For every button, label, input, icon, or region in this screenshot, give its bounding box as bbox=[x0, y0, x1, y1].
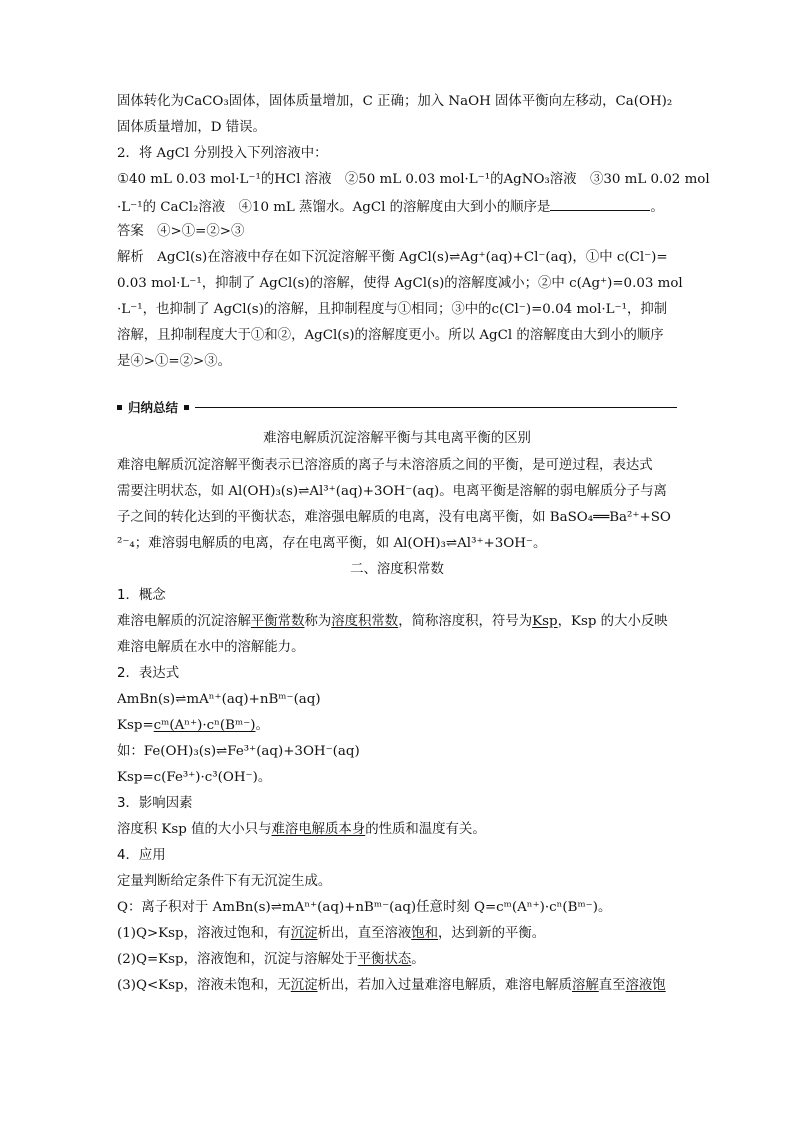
analysis-line: 解析 AgCl(s)在溶液中存在如下沉淀溶解平衡 AgCl(s)⇌Ag⁺(aq)+Cl⁻(aq)，①中 c(Cl⁻)= bbox=[117, 250, 668, 265]
text-span: 析出，直至溶液 bbox=[317, 926, 412, 941]
square-bullet-icon bbox=[117, 405, 122, 410]
summary-text-line: 需要注明状态，如 Al(OH)₃(s)⇌Al³⁺(aq)+3OH⁻(aq)。电离平衡是溶解的弱电解质分子与离 bbox=[117, 484, 667, 499]
question-end: 。 bbox=[650, 200, 664, 215]
answer-line: 答案 ④>①=②>③ bbox=[117, 224, 245, 239]
text-line: 溶解，且抑制程度大于①和②，AgCl(s)的溶解度更小。所以 AgCl 的溶解度由大到小的顺序 bbox=[117, 328, 664, 343]
application-line bbox=[117, 924, 545, 944]
key-term: 沉淀 bbox=[290, 978, 318, 993]
key-term: 溶液饱 bbox=[625, 978, 666, 993]
equation-line: AmBn(s)⇌mAⁿ⁺(aq)+nBᵐ⁻(aq) bbox=[117, 692, 321, 707]
text-span: ，简称溶度积，符号为 bbox=[398, 614, 533, 629]
summary-header bbox=[117, 398, 677, 416]
text-line: 0.03 mol·L⁻¹，抑制了 AgCl(s)的溶解，使得 AgCl(s)的溶解度减小；②中 c(Ag⁺)=0.03 mol bbox=[117, 276, 683, 291]
definition-line bbox=[117, 612, 668, 632]
key-term: cᵐ(Aⁿ⁺)·cⁿ(Bᵐ⁻) bbox=[153, 718, 256, 733]
key-term: 沉淀 bbox=[290, 926, 318, 941]
text-span: 直至 bbox=[598, 978, 626, 993]
key-term: 难溶电解质本身 bbox=[271, 822, 366, 837]
key-term: 平衡常数 bbox=[250, 614, 305, 629]
application-line bbox=[117, 976, 666, 996]
summary-text-line: 子之间的转化达到的平衡状态，难溶强电解质的电离，没有电离平衡，如 BaSO₄══Ba²⁺+SO bbox=[117, 510, 671, 525]
key-term: Ksp bbox=[532, 614, 558, 629]
definition-line: 难溶电解质在水中的溶解能力。 bbox=[117, 640, 305, 655]
text-line bbox=[117, 196, 664, 218]
summary-label: 归纳总结 bbox=[128, 400, 179, 415]
equation-line bbox=[117, 716, 269, 736]
summary-divider bbox=[195, 407, 677, 408]
application-line bbox=[117, 950, 425, 970]
answer-blank bbox=[550, 196, 650, 211]
key-term: 饱和 bbox=[411, 926, 439, 941]
text-span: 的性质和温度有关。 bbox=[365, 822, 486, 837]
summary-title: 难溶电解质沉淀溶解平衡与其电离平衡的区别 bbox=[263, 431, 531, 446]
text-line: 固体转化为CaCO₃固体，固体质量增加，C 正确；加入 NaOH 固体平衡向左移动，Ca(OH)₂ bbox=[117, 94, 673, 109]
application-line: Q：离子积对于 AmBn(s)⇌mAⁿ⁺(aq)+nBᵐ⁻(aq)任意时刻 Q=cᵐ(Aⁿ⁺)·cⁿ(Bᵐ⁻)。 bbox=[117, 900, 612, 915]
equation-line: 如：Fe(OH)₃(s)⇌Fe³⁺(aq)+3OH⁻(aq) bbox=[117, 744, 360, 759]
text-line: ·L⁻¹，也抑制了 AgCl(s)的溶解，且抑制程度与①相同；③中的c(Cl⁻)=0.04 mol·L⁻¹，抑制 bbox=[117, 302, 668, 317]
text-span: (2)Q=Ksp，溶液饱和，沉淀与溶解处于 bbox=[117, 952, 358, 967]
text-span: (3)Q<Ksp，溶液未饱和，无 bbox=[117, 978, 291, 993]
application-line: 定量判断给定条件下有无沉淀生成。 bbox=[117, 874, 332, 889]
text-span: 溶度积 Ksp 值的大小只与 bbox=[117, 822, 272, 837]
key-term: 溶度积常数 bbox=[331, 614, 399, 629]
text-line: ①40 mL 0.03 mol·L⁻¹的HCl 溶液 ②50 mL 0.03 mol·L⁻¹的AgNO₃溶液 ③30 mL 0.02 mol bbox=[117, 172, 710, 187]
text-span: 称为 bbox=[304, 614, 332, 629]
subsection-heading: 3．影响因素 bbox=[117, 796, 193, 811]
subsection-heading: 1．概念 bbox=[117, 588, 166, 603]
square-bullet-icon bbox=[184, 405, 189, 410]
text-span: 。 bbox=[255, 718, 269, 733]
section-title: 二、溶度积常数 bbox=[350, 562, 444, 577]
text-span: ，Ksp 的大小反映 bbox=[557, 614, 668, 629]
factor-line bbox=[117, 820, 486, 840]
summary-text-line: 难溶电解质沉淀溶解平衡表示已溶溶质的离子与未溶溶质之间的平衡，是可逆过程，表达式 bbox=[117, 458, 653, 473]
text-span: ，达到新的平衡。 bbox=[438, 926, 546, 941]
equation-line: Ksp=c(Fe³⁺)·c³(OH⁻)。 bbox=[117, 770, 272, 785]
key-term: 平衡状态 bbox=[357, 952, 412, 967]
text-span: 难溶电解质的沉淀溶解 bbox=[117, 614, 251, 629]
text-span: 。 bbox=[411, 952, 425, 967]
text-span: Ksp= bbox=[117, 718, 154, 733]
summary-text-line: ²⁻₄；难溶弱电解质的电离，存在电离平衡，如 Al(OH)₃⇌Al³⁺+3OH⁻。 bbox=[117, 536, 547, 551]
text-line: 是④>①=②>③。 bbox=[117, 354, 232, 369]
text-span: 析出，若加入过量难溶电解质，难溶电解质 bbox=[317, 978, 572, 993]
text-span: (1)Q>Ksp，溶液过饱和，有 bbox=[117, 926, 291, 941]
text-line: 固体质量增加，D 错误。 bbox=[117, 120, 266, 135]
question-text: ·L⁻¹的 CaCl₂溶液 ④10 mL 蒸馏水。AgCl 的溶解度由大到小的顺序是 bbox=[117, 200, 551, 215]
key-term: 溶解 bbox=[571, 978, 599, 993]
subsection-heading: 2．表达式 bbox=[117, 666, 180, 681]
subsection-heading: 4．应用 bbox=[117, 848, 166, 863]
question-2-line: 2．将 AgCl 分别投入下列溶液中： bbox=[117, 146, 328, 161]
